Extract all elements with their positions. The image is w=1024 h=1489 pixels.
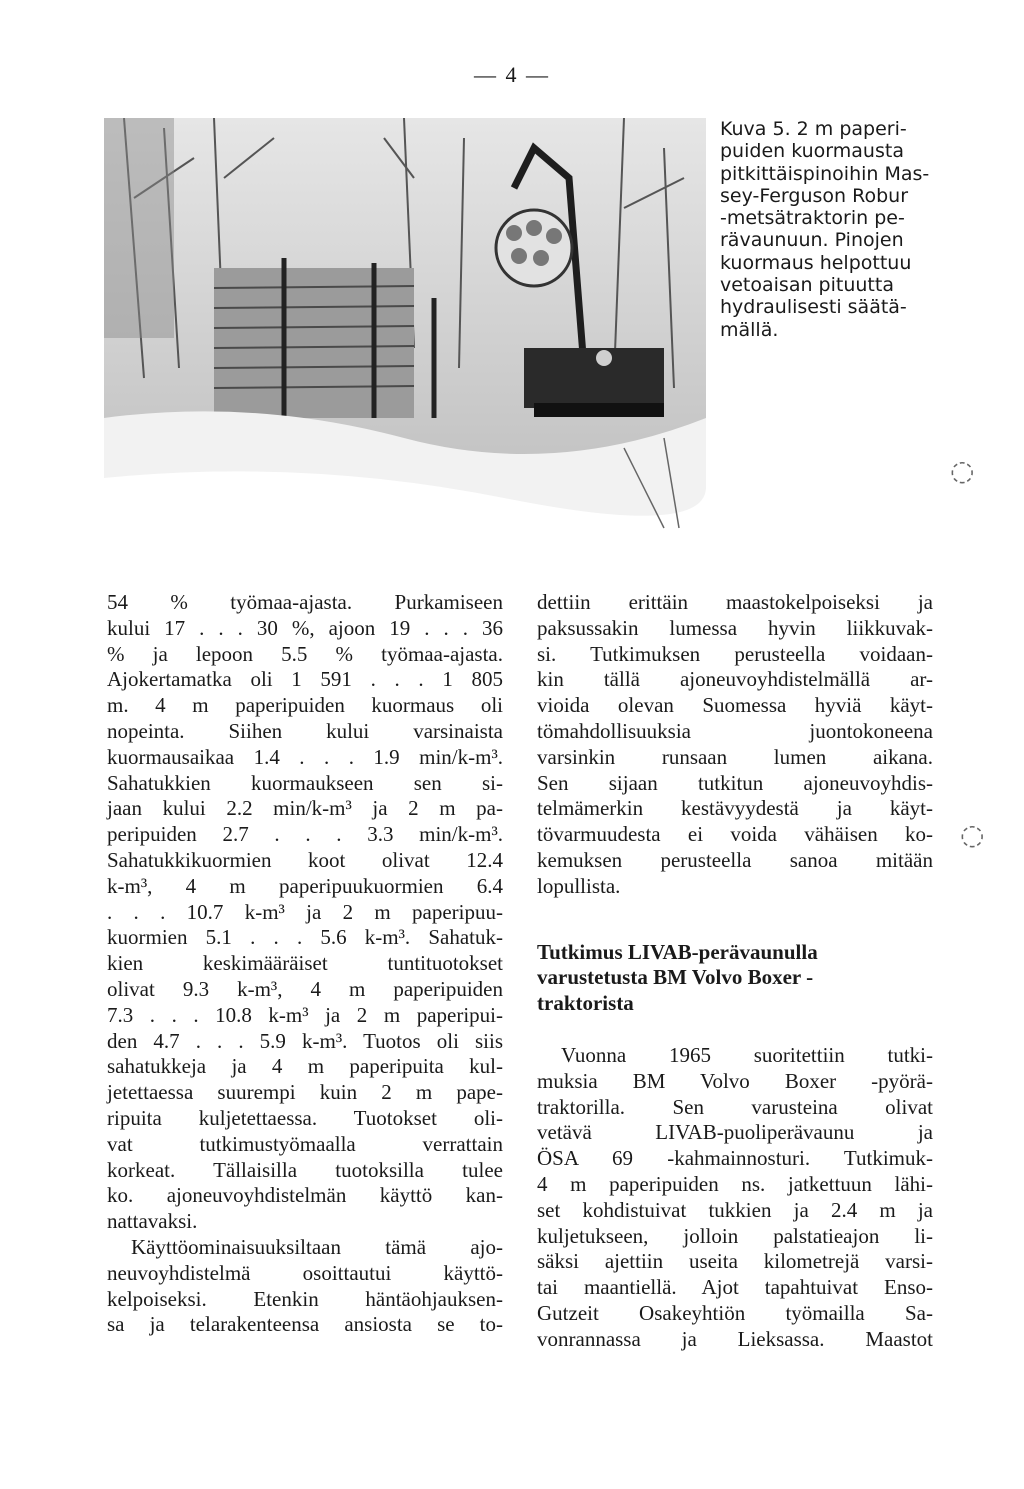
text-line: ÖSA 69 -kahmainnosturi. Tutkimuk- bbox=[537, 1146, 933, 1171]
caption-line: kuormaus helpottuu bbox=[720, 251, 912, 274]
text-line: dettiin erittäin maastokelpoiseksi ja bbox=[537, 590, 933, 614]
text-line: neuvoyhdistelmä osoittautui käyttö- bbox=[107, 1260, 503, 1285]
figure-caption bbox=[720, 118, 946, 341]
scan-mark: ◌ bbox=[950, 454, 975, 487]
text-line: vat tutkimustyömaalla verrattain bbox=[107, 1131, 503, 1156]
text-line: tai maantiellä. Ajot tapahtuivat Enso- bbox=[537, 1275, 933, 1300]
text-line: ripuita kuljetettaessa. Tuotokset oli- bbox=[107, 1105, 503, 1130]
heading-line: varustetusta BM Volvo Boxer - bbox=[537, 965, 814, 990]
text-line: muksia BM Volvo Boxer -pyörä- bbox=[537, 1068, 933, 1093]
text-line: kien keskimääräiset tuntituotokset bbox=[107, 951, 503, 976]
text-line: 4 m paperipuiden ns. jatkettuun lähi- bbox=[537, 1171, 933, 1196]
text-line: Gutzeit Osakeyhtiön työmailla Sa- bbox=[537, 1300, 933, 1325]
text-line: vonrannassa ja Lieksassa. Maastot bbox=[537, 1326, 933, 1351]
caption-line: puiden kuormausta bbox=[720, 140, 904, 163]
text-line: peripuiden 2.7 . . . 3.3 min/k-m³. bbox=[107, 822, 503, 847]
caption-line: -metsätraktorin pe- bbox=[720, 207, 905, 230]
text-line: Vuonna 1965 suoritettiin tutki- bbox=[561, 1042, 933, 1067]
text-line: tövarmuudesta ei voida vähäisen ko- bbox=[537, 822, 933, 847]
text-line: säksi ajettiin useita kilometrejä varsi- bbox=[537, 1249, 933, 1274]
section-heading bbox=[537, 940, 933, 1017]
text-line: kuormien 5.1 . . . 5.6 k-m³. Sahatuk- bbox=[107, 925, 503, 950]
text-line: Sahatukkikuormien koot olivat 12.4 bbox=[107, 847, 503, 872]
heading-line: Tutkimus LIVAB-perävaunulla bbox=[537, 939, 818, 964]
text-line: kelpoiseksi. Etenkin häntäohjauksen- bbox=[107, 1286, 503, 1311]
text-line: nopeinta. Siihen kului varsinaista bbox=[107, 718, 503, 743]
text-line: varsinkin runsaan lumen aikana. bbox=[537, 744, 933, 769]
page-number: — 4 — bbox=[474, 62, 550, 87]
caption-line: vetoaisan pituutta bbox=[720, 274, 894, 297]
caption-line: hydraulisesti säätä- bbox=[720, 296, 907, 319]
text-line: Käyttöominaisuuksiltaan tämä ajo- bbox=[131, 1234, 503, 1259]
forest-tractor-photo bbox=[104, 118, 706, 530]
caption-line: mällä. bbox=[720, 318, 779, 341]
photo-illustration bbox=[104, 118, 706, 530]
text-line: sa ja telarakenteensa ansiosta se to- bbox=[107, 1312, 503, 1337]
caption-line: rävaunuun. Pinojen bbox=[720, 229, 904, 252]
text-line: kuormausaikaa 1.4 . . . 1.9 min/k-m³. bbox=[107, 744, 503, 769]
text-line: telmämerkin kestävyydestä ja käyt- bbox=[537, 796, 933, 821]
right-column bbox=[537, 590, 933, 1353]
text-line: vioida olevan Suomessa hyviä käyt- bbox=[537, 693, 933, 718]
text-line: nattavaksi. bbox=[107, 1209, 198, 1234]
text-line: . . . 10.7 k-m³ ja 2 m paperipuu- bbox=[107, 899, 503, 924]
text-line: kuljetukseen, jolloin palstatieajon li- bbox=[537, 1223, 933, 1248]
text-line: 54 % työmaa-ajasta. Purkamiseen bbox=[107, 590, 503, 614]
scan-mark: ◌ bbox=[960, 818, 985, 851]
text-line: vetävä LIVAB-puoliperävaunu ja bbox=[537, 1120, 933, 1145]
text-line: kin tällä ajoneuvoyhdistelmällä ar- bbox=[537, 667, 933, 692]
text-line: den 4.7 . . . 5.9 k-m³. Tuotos oli siis bbox=[107, 1028, 503, 1053]
caption-line: Kuva 5. 2 m paperi- bbox=[720, 118, 907, 140]
text-line: lopullista. bbox=[537, 873, 621, 898]
text-line: 7.3 . . . 10.8 k-m³ ja 2 m paperipui- bbox=[107, 1002, 503, 1027]
text-line: si. Tutkimuksen perusteella voidaan- bbox=[537, 641, 933, 666]
text-line: ko. ajoneuvoyhdistelmän käyttö kan- bbox=[107, 1183, 503, 1208]
heading-line: traktorista bbox=[537, 991, 634, 1016]
text-line: % ja lepoon 5.5 % työmaa-ajasta. bbox=[107, 641, 503, 666]
text-line: olivat 9.3 k-m³, 4 m paperipuiden bbox=[107, 976, 503, 1001]
text-line: k-m³, 4 m paperipuukuormien 6.4 bbox=[107, 873, 503, 898]
text-line: sahatukkeja ja 4 m paperipuita kul- bbox=[107, 1054, 503, 1079]
text-line: korkeat. Tällaisilla tuotoksilla tulee bbox=[107, 1157, 503, 1182]
text-line: m. 4 m paperipuiden kuormaus oli bbox=[107, 693, 503, 718]
text-line: Sahatukkien kuormaukseen sen si- bbox=[107, 770, 503, 795]
text-line: Sen sijaan tutkitun ajoneuvoyhdis- bbox=[537, 770, 933, 795]
text-line: Ajokertamatka oli 1 591 . . . 1 805 bbox=[107, 667, 503, 692]
text-line: kemuksen perusteella sanoa mitään bbox=[537, 847, 933, 872]
text-line: paksussakin lumessa hyvin liikkuvak- bbox=[537, 615, 933, 640]
text-line: set kohdistuivat tukkien ja 2.4 m ja bbox=[537, 1197, 933, 1222]
text-line: jetettaessa suurempi kuin 2 m pape- bbox=[107, 1080, 503, 1105]
text-line: tömahdollisuuksia juontokoneena bbox=[537, 718, 933, 743]
text-line: jaan kului 2.2 min/k-m³ ja 2 m pa- bbox=[107, 796, 503, 821]
caption-line: pitkittäispinoihin Mas- bbox=[720, 162, 930, 185]
left-column bbox=[107, 590, 503, 1338]
caption-line: sey-Ferguson Robur bbox=[720, 184, 909, 207]
text-line: kului 17 . . . 30 %, ajoon 19 . . . 36 bbox=[107, 615, 503, 640]
text-line: traktorilla. Sen varusteina olivat bbox=[537, 1094, 933, 1119]
